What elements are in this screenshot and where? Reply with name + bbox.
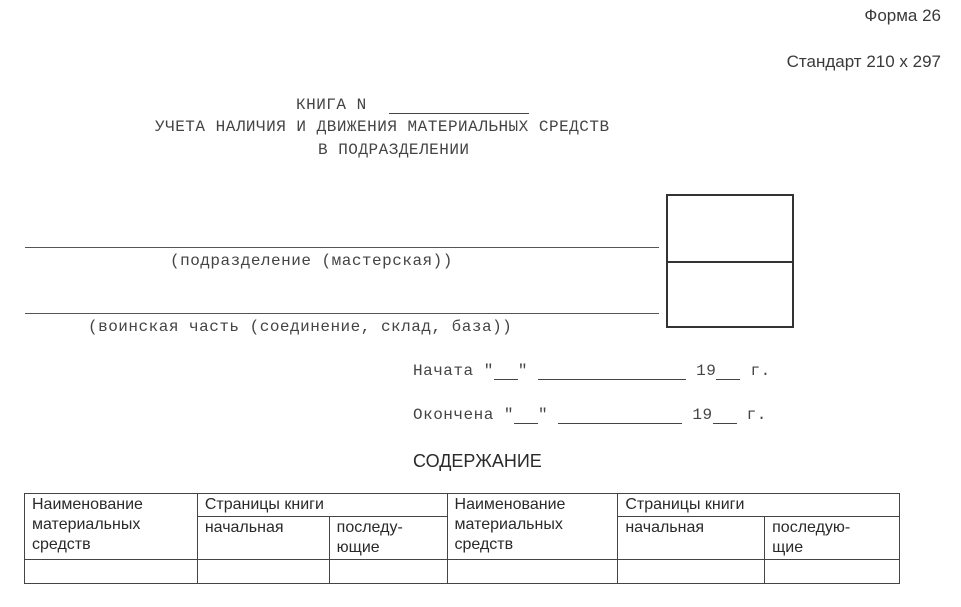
- col-header-text: Наименование: [454, 496, 566, 513]
- col-header-name-left: [25, 494, 198, 560]
- col-header-text: щие: [772, 539, 804, 556]
- stamp-box: [666, 194, 794, 328]
- form-number: Форма 26: [864, 6, 941, 25]
- contents-heading: СОДЕРЖАНИЕ: [413, 451, 542, 471]
- quote-open: ": [483, 362, 494, 380]
- ended-day-blank[interactable]: [514, 409, 538, 424]
- col-header-start-right: начальная: [618, 517, 765, 560]
- started-year-suffix: г.: [750, 362, 771, 380]
- table-cell[interactable]: [329, 560, 447, 584]
- table-cell[interactable]: [618, 560, 765, 584]
- table-cell[interactable]: [197, 560, 329, 584]
- ended-label: Окончена: [413, 406, 494, 424]
- quote-close: ": [517, 362, 528, 380]
- table-cell[interactable]: [765, 560, 900, 584]
- book-number-label: КНИГА N: [296, 96, 367, 114]
- col-header-text: средств: [32, 536, 91, 553]
- paper-standard: Стандарт 210 х 297: [786, 52, 941, 71]
- subdivision-caption: (подразделение (мастерская)): [170, 252, 453, 270]
- started-year-blank[interactable]: [716, 365, 740, 380]
- book-title-line1: [296, 96, 529, 114]
- ended-row: [413, 406, 767, 424]
- unit-caption: (воинская часть (соединение, склад, база)): [88, 318, 513, 336]
- started-label: Начата: [413, 362, 474, 380]
- col-header-next-left: [329, 517, 447, 560]
- col-header-text: ющие: [336, 539, 380, 556]
- quote-open: ": [503, 406, 515, 424]
- quote-close: ": [538, 406, 549, 424]
- col-header-pages-left: Страницы книги: [197, 494, 447, 517]
- table-cell[interactable]: [447, 560, 618, 584]
- book-title-line3: В ПОДРАЗДЕЛЕНИИ: [318, 141, 470, 159]
- col-header-text: материальных: [454, 516, 563, 533]
- started-row: [413, 362, 771, 380]
- started-month-blank[interactable]: [538, 365, 686, 380]
- ended-month-blank[interactable]: [558, 409, 682, 424]
- table-row: [25, 560, 900, 584]
- col-header-next-right: [765, 517, 900, 560]
- col-header-text: последу-: [336, 519, 403, 536]
- subdivision-line[interactable]: [25, 247, 659, 248]
- started-year-prefix: 19: [696, 362, 717, 380]
- started-day-blank[interactable]: [494, 365, 518, 380]
- col-header-text: Наименование: [32, 496, 143, 513]
- book-title-line2: УЧЕТА НАЛИЧИЯ И ДВИЖЕНИЯ МАТЕРИАЛЬНЫХ СРЕДСТВ: [155, 118, 610, 136]
- ended-year-blank[interactable]: [713, 409, 737, 424]
- book-number-blank[interactable]: [389, 99, 529, 114]
- table-header-row: [25, 494, 900, 517]
- table-cell[interactable]: [25, 560, 198, 584]
- col-header-pages-right: Страницы книги: [618, 494, 900, 517]
- col-header-text: средств: [454, 536, 514, 553]
- ended-year-suffix: г.: [746, 406, 767, 424]
- contents-table: [24, 493, 900, 584]
- col-header-name-right: [447, 494, 618, 560]
- col-header-start-left: начальная: [197, 517, 329, 560]
- col-header-text: последую-: [772, 519, 851, 536]
- unit-line[interactable]: [25, 313, 659, 314]
- stamp-box-divider: [668, 261, 792, 263]
- col-header-text: материальных: [32, 516, 141, 533]
- ended-year-prefix: 19: [692, 406, 713, 424]
